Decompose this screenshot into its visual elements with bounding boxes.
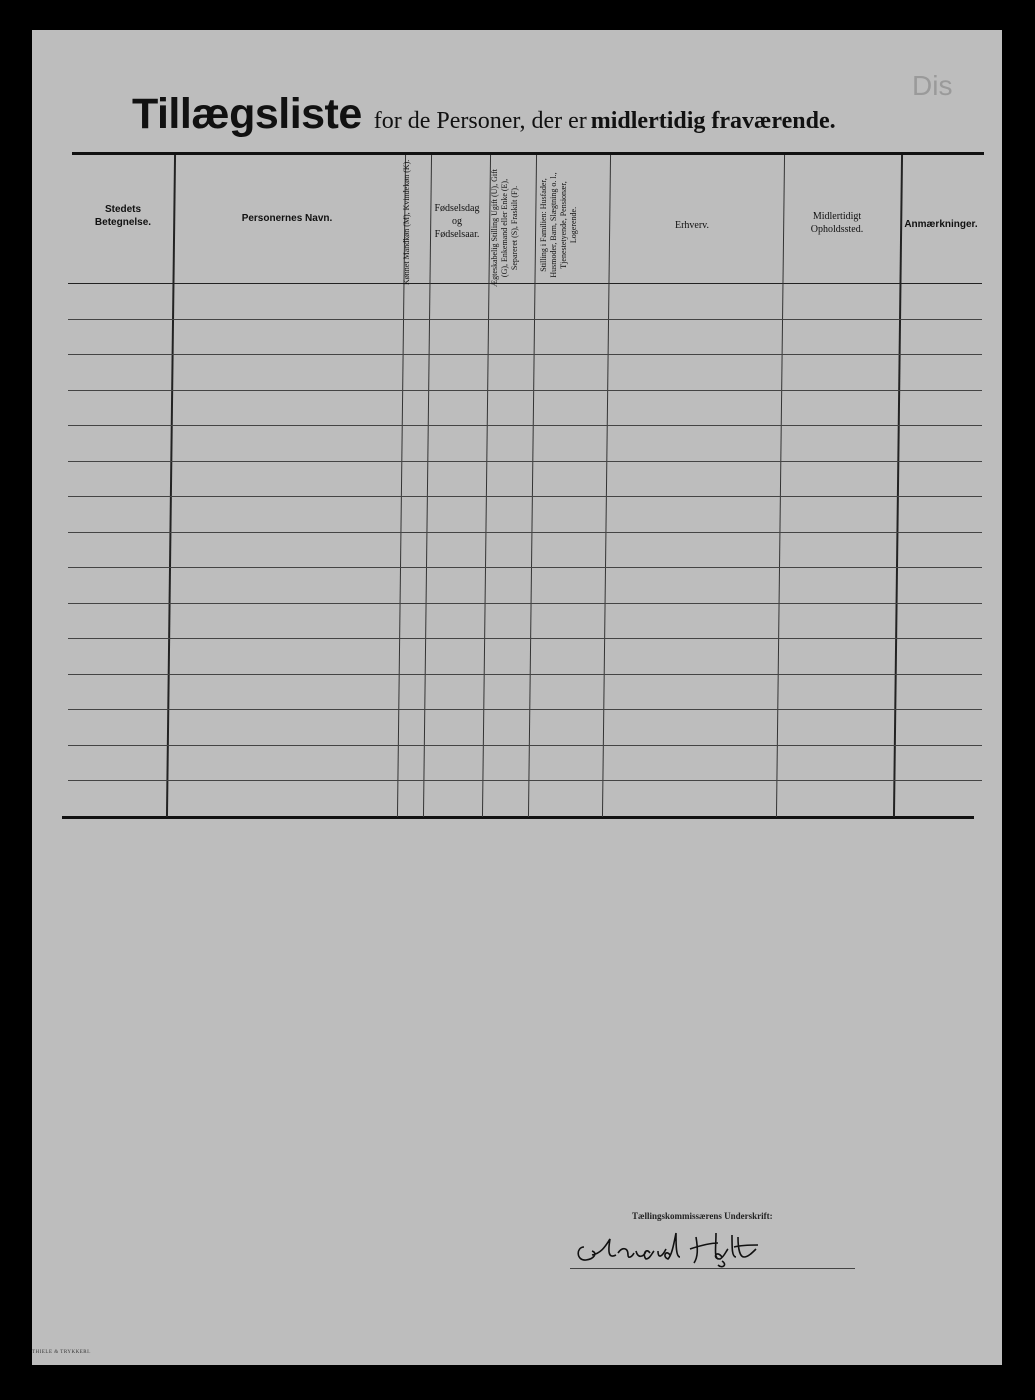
header-navn: Personernes Navn. — [241, 213, 333, 224]
header-familie: Stilling i Familien: Husfader, Husmoder, Barn, Slægtning o. l., Tjenestetyende, Pensionær, Logerende. — [539, 172, 578, 278]
header-anm: Anmærkninger. — [904, 219, 978, 230]
title-rest: for de Personer, der er — [373, 108, 587, 134]
table-row-line — [68, 390, 982, 391]
col-line-6 — [602, 155, 611, 817]
table-row-line — [68, 319, 982, 320]
table-row-line — [68, 603, 982, 604]
printer-mark: THIELE & TRYKKERI. — [32, 1350, 92, 1355]
table-row-line — [68, 354, 982, 355]
col-line-3 — [423, 155, 432, 817]
header-erhverv: Erhverv. — [674, 220, 710, 231]
table-row-line — [68, 461, 982, 462]
table-row-line — [68, 567, 982, 568]
table-bottom-rule — [62, 816, 974, 819]
signature — [572, 1225, 812, 1270]
table-row-line — [68, 496, 982, 497]
col-line-8 — [893, 155, 903, 817]
title-main: Tillægsliste — [132, 90, 362, 138]
col-line-7 — [776, 155, 785, 817]
signature-caption: Tællingskommissærens Underskrift: — [632, 1211, 773, 1221]
table-top-rule — [72, 152, 984, 155]
corner-stamp: Dis — [912, 70, 953, 101]
form-title — [132, 90, 836, 139]
col-line-1 — [166, 155, 176, 817]
table-row-line — [68, 709, 982, 710]
table-row-line — [68, 532, 982, 533]
header-stedets: Stedets Betegnelse. — [94, 204, 152, 228]
signature-line — [570, 1268, 855, 1269]
header-kjonnet: Kønnet Mandkøn (M), Kvindekøn (K). — [402, 159, 411, 285]
table-row-line — [68, 780, 982, 781]
header-aegteskab: Ægteskabelig Stilling Ugift (U), Gift (G), Enkemand eller Enke (E), Separeret (S), Fraskilt (F). — [490, 169, 519, 287]
header-fodsel: Fødselsdag og Fødselsaar. — [434, 203, 480, 240]
table-row-line — [68, 745, 982, 746]
table-row-line — [68, 638, 982, 639]
table-row-line — [68, 674, 982, 675]
census-form-sheet — [32, 30, 1002, 1365]
title-bold: midlertidig fraværende. — [590, 108, 836, 134]
header-opholdssted: Midlertidigt Opholdssted. — [810, 211, 864, 235]
table-row-line — [68, 425, 982, 426]
